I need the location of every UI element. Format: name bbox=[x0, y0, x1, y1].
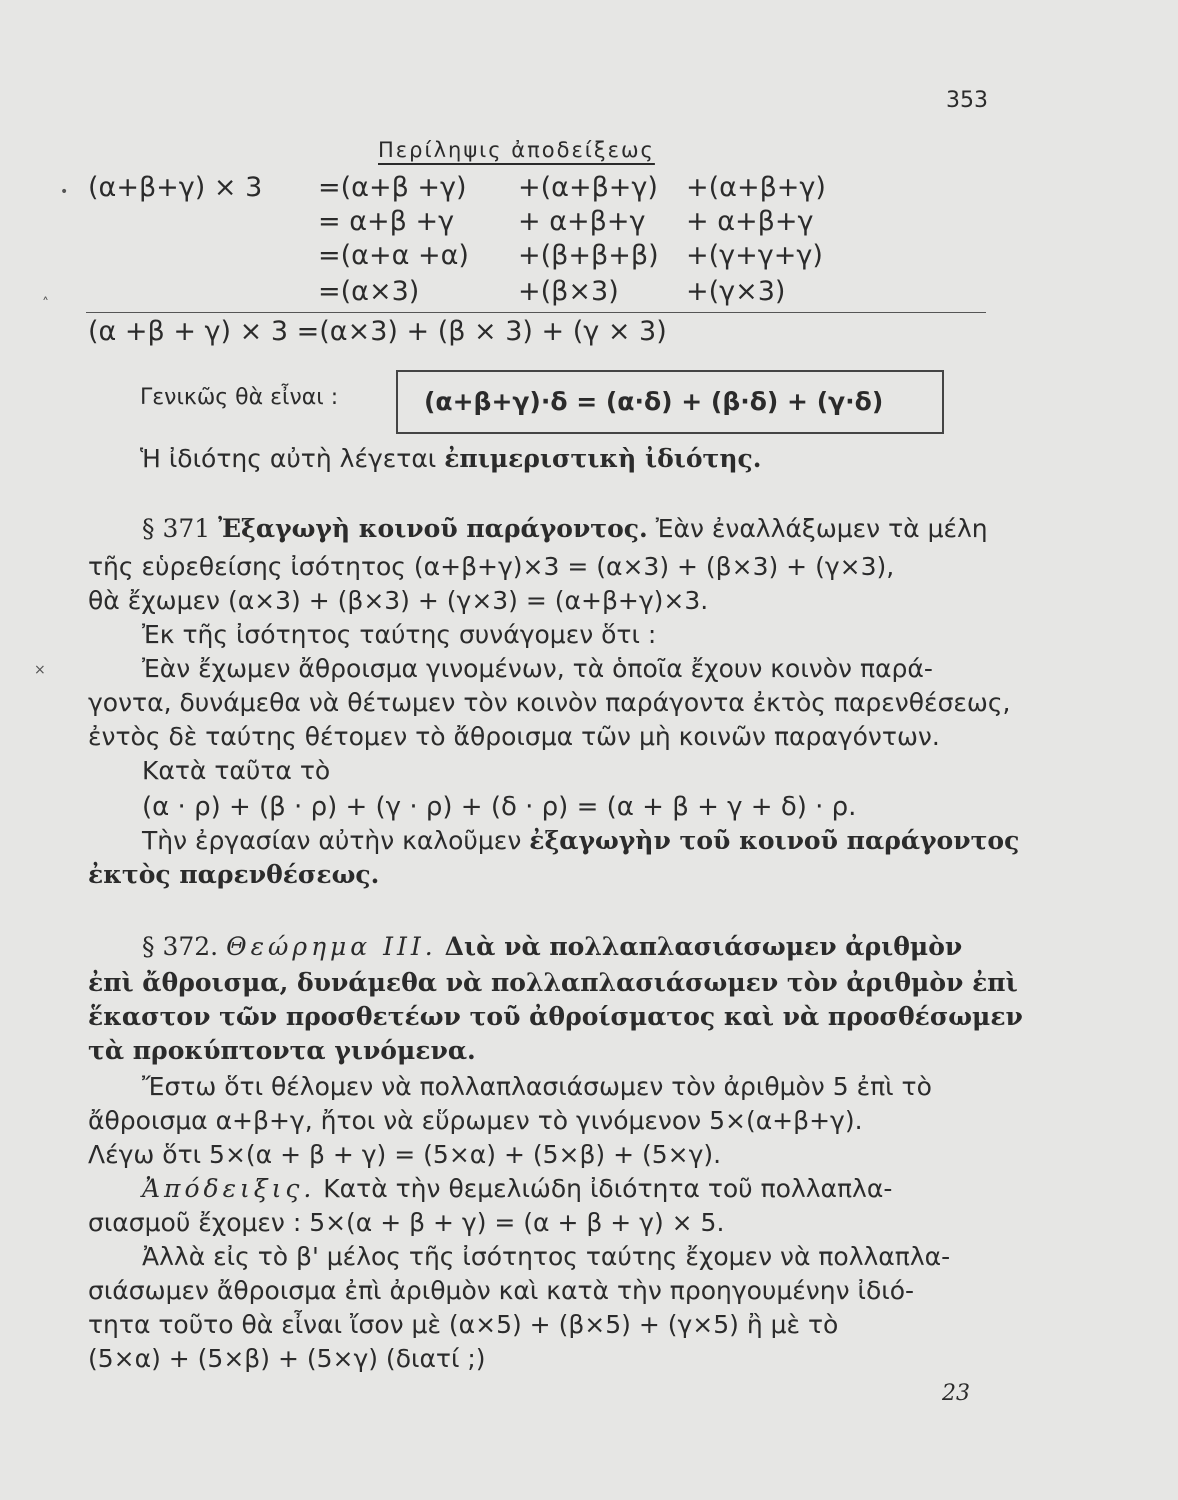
general-formula: (α+β+γ)·δ = (α·δ) + (β·δ) + (γ·δ) bbox=[424, 387, 884, 416]
s372-p7: σιάσωμεν ἄθροισμα ἐπὶ ἀριθμὸν καὶ κατὰ τὴν προηγουμένην ἰδιό- bbox=[88, 1276, 915, 1305]
summary-title: Περίληψις ἀποδείξεως bbox=[378, 138, 655, 162]
summary-result: (α +β + γ) × 3 =(α×3) + (β × 3) + (γ × 3) bbox=[88, 316, 667, 347]
s371-l11: ἐκτὸς παρενθέσεως. bbox=[88, 860, 380, 889]
s371-l5: Ἐὰν ἔχωμεν ἄθροισμα γινομένων, τὰ ὁποῖα ἔχουν κοινὸν παρά- bbox=[142, 654, 933, 683]
general-label: Γενικῶς θὰ εἶναι : bbox=[140, 385, 339, 410]
s371-l8: Κατὰ ταῦτα τὸ bbox=[142, 756, 331, 785]
margin-mark: ˄ bbox=[42, 296, 49, 312]
s372-p9: (5×α) + (5×β) + (5×γ) (διατί ;) bbox=[88, 1344, 486, 1373]
summary-row-1-col2: +(α+β+γ) bbox=[518, 172, 658, 203]
summary-divider bbox=[86, 312, 986, 313]
s371-l7: ἐντὸς δὲ ταύτης θέτομεν τὸ ἄθροισμα τῶν μὴ κοινῶν παραγόντων. bbox=[88, 722, 940, 751]
s372-t3: ἕκαστον τῶν προσθετέων τοῦ ἀθροίσματος καὶ νὰ προσθέσωμεν bbox=[88, 1002, 1023, 1031]
s371-l9: (α · ρ) + (β · ρ) + (γ · ρ) + (δ · ρ) = (α + β + γ + δ) · ρ. bbox=[142, 792, 857, 822]
summary-row-2-col2: + α+β+γ bbox=[518, 206, 646, 237]
s371-line-1 bbox=[142, 514, 988, 544]
summary-row-4-col1: =(α×3) bbox=[318, 276, 420, 307]
summary-row-2-col1: = α+β +γ bbox=[318, 206, 455, 237]
s371-l4: Ἐκ τῆς ἰσότητος ταύτης συνάγομεν ὅτι : bbox=[142, 620, 657, 649]
s371-l6: γοντα, δυνάμεθα νὰ θέτωμεν τὸν κοινὸν παράγοντα ἐκτὸς παρενθέσεως, bbox=[88, 688, 1011, 717]
s372-t1: Διὰ νὰ πολλαπλασιάσωμεν ἀριθμὸν bbox=[444, 932, 963, 961]
s372-p3: Λέγω ὅτι 5×(α + β + γ) = (5×α) + (5×β) + (5×γ). bbox=[88, 1140, 722, 1169]
margin-mark: × bbox=[34, 662, 46, 678]
s372-p8: τητα τοῦτο θὰ εἶναι ἴσον μὲ (α×5) + (β×5) + (γ×5) ἢ μὲ τὸ bbox=[88, 1310, 839, 1339]
s372-p2: ἄθροισμα α+β+γ, ἤτοι νὰ εὕρωμεν τὸ γινόμενον 5×(α+β+γ). bbox=[88, 1106, 863, 1135]
s372-proof-line bbox=[142, 1174, 892, 1204]
s372-t4: τὰ προκύπτοντα γινόμενα. bbox=[88, 1036, 476, 1065]
property-line bbox=[140, 444, 761, 474]
summary-row-3-col2: +(β+β+β) bbox=[518, 240, 659, 271]
page-number: 353 bbox=[946, 88, 988, 113]
s371-title: Ἐξαγωγὴ κοινοῦ παράγοντος. bbox=[218, 514, 648, 543]
s372-p1: Ἔστω ὅτι θέλομεν νὰ πολλαπλασιάσωμεν τὸν ἀριθμὸν 5 ἐπὶ τὸ bbox=[142, 1072, 932, 1101]
property-bold: ἐπιμεριστικὴ ἰδιότης. bbox=[444, 444, 762, 473]
s372-p4: Κατὰ τὴν θεμελιώδη ἰδιότητα τοῦ πολλαπλα- bbox=[323, 1174, 893, 1203]
s372-p5: σιασμοῦ ἔχομεν : 5×(α + β + γ) = (α + β + γ) × 5. bbox=[88, 1208, 725, 1237]
summary-row-1-col1: =(α+β +γ) bbox=[318, 172, 467, 203]
summary-row-1-lhs: (α+β+γ) × 3 bbox=[88, 172, 263, 203]
s371-l3: θὰ ἔχωμεν (α×3) + (β×3) + (γ×3) = (α+β+γ)×3. bbox=[88, 586, 709, 615]
summary-row-2-col3: + α+β+γ bbox=[686, 206, 814, 237]
footer-signature-number: 23 bbox=[942, 1381, 970, 1406]
summary-row-4-col3: +(γ×3) bbox=[686, 276, 786, 307]
s372-line-1 bbox=[142, 932, 962, 962]
s372-proof-label: Ἀπόδειξις. bbox=[142, 1174, 316, 1203]
s372-p6: Ἀλλὰ εἰς τὸ β' μέλος τῆς ἰσότητος ταύτης ἔχομεν νὰ πολλαπλα- bbox=[142, 1242, 951, 1271]
s371-l1: Ἐὰν ἐναλλάξωμεν τὰ μέλη bbox=[655, 514, 988, 543]
summary-row-1-col3: +(α+β+γ) bbox=[686, 172, 826, 203]
property-text: Ἡ ἰδιότης αὐτὴ λέγεται bbox=[140, 444, 437, 473]
summary-row-3-col3: +(γ+γ+γ) bbox=[686, 240, 823, 271]
s371-l10 bbox=[142, 826, 1019, 856]
s372-number: § 372. bbox=[142, 932, 219, 961]
summary-row-3-col1: =(α+α +α) bbox=[318, 240, 469, 271]
s372-t2: ἐπὶ ἄθροισμα, δυνάμεθα νὰ πολλαπλασιάσωμεν τὸν ἀριθμὸν ἐπὶ bbox=[88, 968, 1018, 997]
s371-l10b: ἐξαγωγὴν τοῦ κοινοῦ παράγοντος bbox=[529, 826, 1020, 855]
s371-l2: τῆς εὑρεθείσης ἰσότητος (α+β+γ)×3 = (α×3) + (β×3) + (γ×3), bbox=[88, 552, 895, 581]
s372-theorem: Θεώρημα ΙΙΙ. bbox=[226, 932, 437, 961]
margin-mark: • bbox=[60, 184, 69, 200]
s371-l10a: Τὴν ἐργασίαν αὐτὴν καλοῦμεν bbox=[142, 826, 522, 855]
summary-row-4-col2: +(β×3) bbox=[518, 276, 619, 307]
s371-number: § 371 bbox=[142, 514, 211, 543]
